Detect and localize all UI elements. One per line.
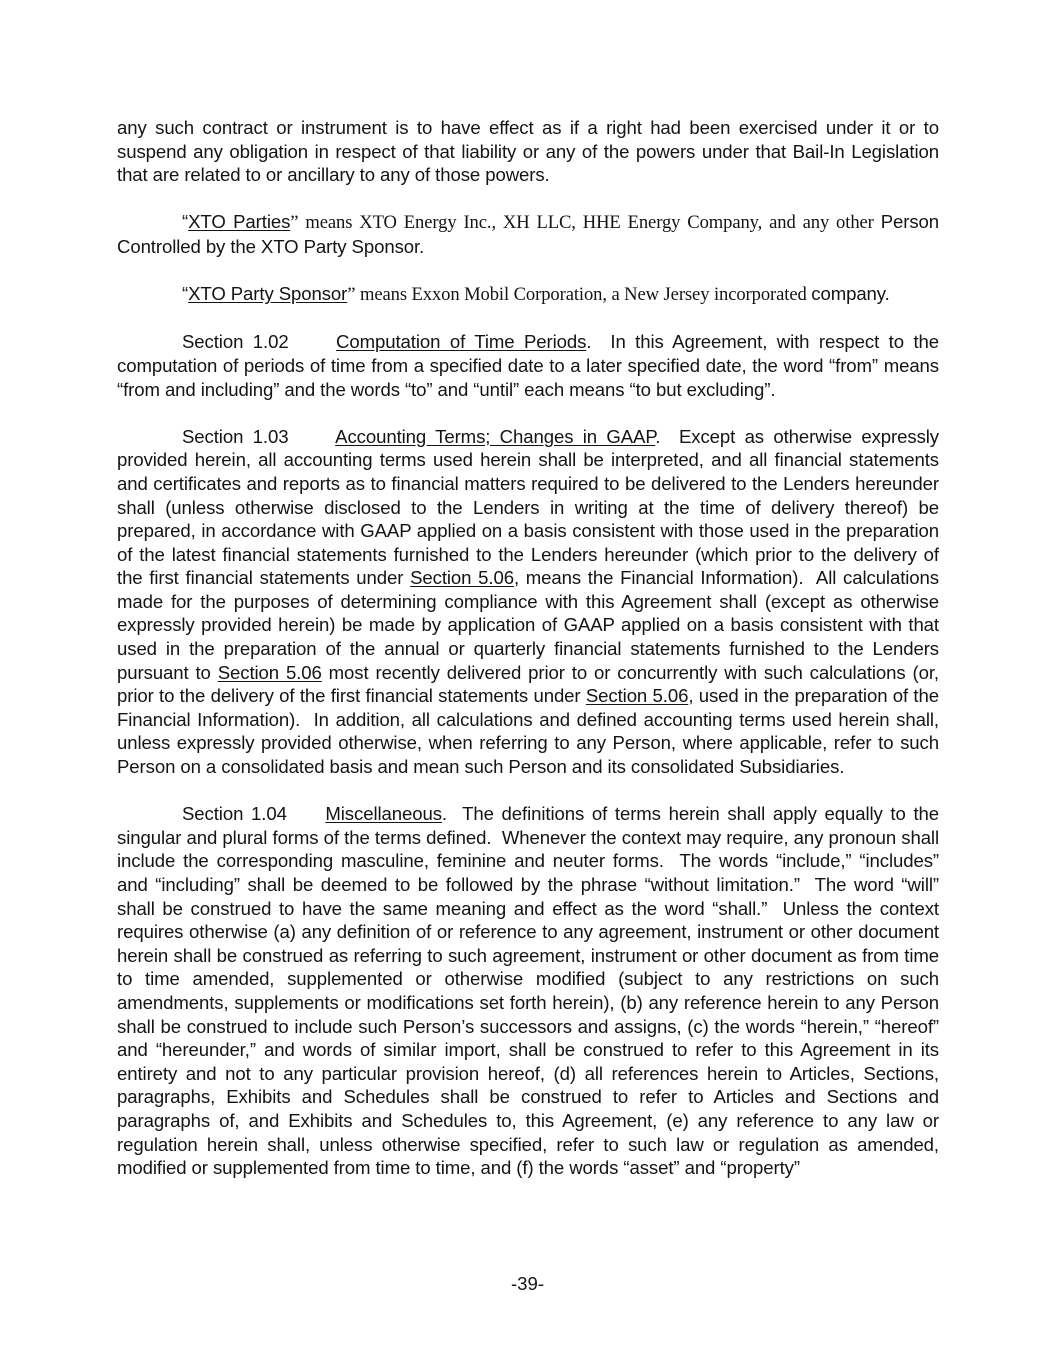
document-body (117, 116, 939, 1180)
text-segment: most recently delivered prior to or concurrently with such calculations (or, prior to the delivery of the first financial statements under (117, 661, 939, 707)
text-segment: Section 1.02 (182, 331, 337, 353)
underlined-term: Section 5.06 (585, 685, 689, 707)
page-number: -39- (510, 1273, 545, 1294)
text-segment: “ (182, 283, 189, 305)
text-segment: . Except as otherwise expressly provided herein, all accounting terms used herein shall be interpreted, and all financial statements and certificates and reports as to financial matters required to be delivered to the Lenders hereunder shall (unless otherwise disclosed to the Lenders in writing at the time of delivery thereof) be prepared, in accordance with GAAP applied on a basis consistent with those used in the preparation of the latest financial statements furnished to the Lenders hereunder (which prior to the delivery of the first financial statements under (117, 425, 939, 589)
text-segment: company. (811, 283, 890, 305)
underlined-term: Computation of Time Periods (336, 331, 587, 353)
paragraph-bail-in-continuation (117, 116, 939, 187)
text-segment: Section 1.04 (182, 803, 326, 825)
text-segment: any such contract or instrument is to have effect as if a right had been exercised under it or to suspend any obligation in respect of that liability or any of the powers under that Bail-In Legislation that are related to or ancillary to any of those powers. (117, 117, 939, 186)
paragraph-section-1-02 (117, 330, 939, 401)
text-segment: . In this Agreement, with respect to the computation of periods of time from a specified date to a later specified date, the word “from” means “from and including” and the words “to” and “until” each means “to but excluding”. (117, 331, 939, 400)
paragraph-definition-xto-party-sponsor (117, 282, 939, 307)
underlined-term: Miscellaneous (325, 803, 442, 825)
paragraph-definition-xto-parties (117, 210, 939, 258)
text-segment: , used in the preparation of the Financial Information). In addition, all calculations and defined accounting terms used herein shall, unless expressly provided otherwise, when referring to any Person, where applicable, refer to such Person on a consolidated basis and mean such Person and its consolidated Subsidiaries. (117, 685, 939, 778)
text-segment: “ (182, 211, 189, 233)
text-segment: ” means Exxon Mobil Corporation, a New Jersey incorporated (347, 284, 812, 306)
underlined-term: Accounting Terms; Changes in GAAP (335, 425, 656, 447)
underlined-term: XTO Parties (188, 211, 291, 233)
underlined-term: XTO Party Sponsor (188, 283, 348, 305)
text-segment: , means the Financial Information). All calculations made for the purposes of determining compliance with this Agreement shall (except as otherwise expressly provided herein) be made by application of GAAP applied on a basis consistent with that used in the preparation of the annual or quarterly financial statements furnished to the Lenders pursuant to (117, 567, 939, 683)
paragraph-section-1-03 (117, 425, 939, 779)
text-segment: Person Controlled by the XTO Party Sponsor. (117, 211, 940, 257)
paragraph-section-1-04 (117, 802, 939, 1180)
text-segment: ” means XTO Energy Inc., XH LLC, HHE Energy Company, and any other (290, 212, 881, 234)
underlined-term: Section 5.06 (217, 661, 322, 683)
underlined-term: Section 5.06 (410, 567, 514, 589)
text-segment: Section 1.03 (182, 425, 336, 447)
text-segment: . The definitions of terms herein shall apply equally to the singular and plural forms of the terms defined. Whenever the context may require, any pronoun shall include the corresponding masculine, feminine and neuter forms. The words “include,” “includes” and “including” shall be deemed to be followed by the phrase “without limitation.” The word “will” shall be construed to have the same meaning and effect as the word “shall.” Unless the context requires otherwise (a) any definition of or reference to any agreement, instrument or other document herein shall be construed as referring to such agreement, instrument or other document as from time to time amended, supplemented or otherwise modified (subject to any restrictions on such amendments, supplements or modifications set forth herein), (b) any reference herein to any Person shall be construed to include such Person’s successors and assigns, (c) the words “herein,” “hereof” and “hereunder,” and words of similar import, shall be construed to refer to this Agreement in its entirety and not to any particular provision hereof, (d) all references herein to Articles, Sections, paragraphs, Exhibits and Schedules shall be construed to refer to Articles and Sections and paragraphs of, and Exhibits and Schedules to, this Agreement, (e) any reference to any law or regulation herein shall, unless otherwise specified, refer to such law or regulation as amended, modified or supplemented from time to time, and (f) the words “asset” and “property” (117, 803, 939, 1179)
